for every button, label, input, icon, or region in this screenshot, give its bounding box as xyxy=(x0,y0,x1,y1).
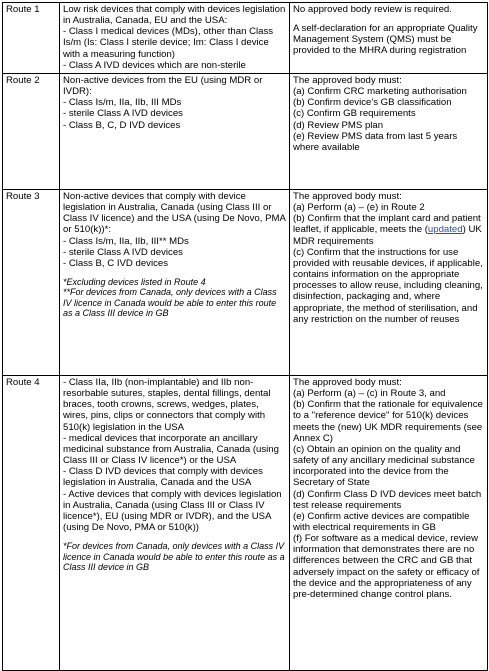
review-item: The approved body must: xyxy=(293,190,402,202)
eligible-devices-cell xyxy=(60,375,290,670)
review-item: (b) Confirm device's GB classification xyxy=(293,97,452,109)
review-item: A self-declaration for an appropriate Quality Management System (QMS) must be provided to the MHRA during registration xyxy=(293,23,478,57)
review-item: No approved body review is required. xyxy=(293,4,452,15)
review-item: (c) Confirm GB requirements xyxy=(293,108,416,120)
table-row xyxy=(3,375,488,670)
review-item: The approved body must: xyxy=(293,74,402,86)
table-row xyxy=(3,73,488,189)
review-requirements-cell xyxy=(290,189,488,375)
review-item: (d) Confirm Class D IVD devices meet batch test release requirements xyxy=(293,488,482,511)
devices-item: - Active devices that comply with devices legislation in Australia, Canada (using Class III or Class IV licence*), EU (using MDR or IVDR), and the USA (using De Novo, PMA or 510(k)) xyxy=(63,488,282,533)
devices-item: - medical devices that incorporate an ancillary medicinal substance from Australia, Canada (using Class III or Class IV licence*) or the USA xyxy=(63,432,279,467)
devices-item: Non-active devices that comply with device legislation in Australia, Canada (using Class III or Class IV licence) and the USA (using De Novo, PMA or 510(k))*: xyxy=(63,190,286,236)
review-item: (c) Obtain an opinion on the quality and safety of any ancillary medicinal substance incorporated into the device from the Secretary of State xyxy=(293,443,475,489)
review-item: (e) Confirm active devices are compatible with electrical requirements in GB xyxy=(293,510,470,533)
review-requirements-cell xyxy=(290,73,488,189)
review-item: (a) Confirm CRC marketing authorisation xyxy=(293,86,467,98)
review-item: (b) Confirm that the rationale for equivalence to a "reference device" for 510(k) devices meets the (new) UK MDR requirements (see Annex C) xyxy=(293,399,483,444)
table-row xyxy=(3,3,488,74)
devices-item: - sterile Class A IVD devices xyxy=(63,108,183,120)
review-requirements-cell xyxy=(290,3,488,74)
review-item: (a) Perform (a) – (c) in Route 3, and xyxy=(293,388,446,400)
eligible-devices-cell xyxy=(60,189,290,375)
devices-item: - Class D IVD devices that comply with devices legislation in Australia, Canada and the USA xyxy=(63,466,263,489)
devices-item: - Class Is/m, IIa, IIb, III MDs xyxy=(63,97,182,109)
route-label: Route 3 xyxy=(3,189,60,375)
footnote: **For devices from Canada, only devices with a Class IV licence in Canada would be able to enter this route as a Class III device in GB xyxy=(63,287,277,319)
routes-table xyxy=(2,2,488,671)
table-row xyxy=(3,189,488,375)
devices-item: Non-active devices from the EU (using MDR or IVDR): xyxy=(63,74,263,98)
devices-item: - Class IIa, IIb (non-implantable) and IIb non-resorbable sutures, staples, dental fillings, dental braces, tooth crowns, screws, wedges, plates, wires, pins, clips or connectors that comply with 510(k) legislation in the USA xyxy=(63,376,271,433)
route-label: Route 1 xyxy=(3,3,60,74)
devices-item: - Class Is/m, IIa, IIb, III** MDs xyxy=(63,235,189,247)
devices-item: - Class B, C IVD devices xyxy=(63,257,169,269)
route-label: Route 2 xyxy=(3,73,60,189)
review-item: The approved body must: xyxy=(293,376,402,388)
devices-item: - Class I medical devices (MDs), other than Class Is/m (Is: Class I sterile device; Im: Class I device with a measuring function) xyxy=(63,26,274,60)
review-item: (d) Review PMS plan xyxy=(293,119,384,131)
devices-item: - sterile Class A IVD devices xyxy=(63,246,183,258)
eligible-devices-cell xyxy=(60,3,290,74)
route-label: Route 4 xyxy=(3,375,60,670)
review-item: (a) Perform (a) – (e) in Route 2 xyxy=(293,202,425,214)
review-requirements-cell xyxy=(290,375,488,670)
footnote: *For devices from Canada, only devices with a Class IV licence in Canada would be able to enter this route as a Class III device in GB xyxy=(63,541,285,572)
review-item: (e) Review PMS data from last 5 years where available xyxy=(293,130,458,153)
review-item: (f) For software as a medical device, review information that demonstrates there are no differences between the CRC and GB that adversely impact on the safety or efficacy of the device and the appropriateness of any pre-determined change control plans. xyxy=(293,533,480,600)
footnote: *Excluding devices listed in Route 4 xyxy=(63,277,206,288)
devices-item: - Class A IVD devices which are non-sterile xyxy=(63,59,246,71)
devices-item: - Class B, C, D IVD devices xyxy=(63,119,181,131)
devices-item: Low risk devices that comply with devices legislation in Australia, Canada, EU and the USA: xyxy=(63,4,286,27)
updated-link[interactable]: updated xyxy=(427,224,463,236)
review-item: (c) Confirm that the instructions for use provided with reusable devices, if applicable, contains information on the appropriate processes to allow reuse, including cleaning, disinfection, packaging and, where appropriate, the method of sterilisation, and any restriction on the number of reuses xyxy=(293,246,483,325)
review-item: (b) Confirm that the implant card and patient leaflet, if applicable, meets the (updated) UK MDR requirements xyxy=(293,213,482,247)
eligible-devices-cell xyxy=(60,73,290,189)
